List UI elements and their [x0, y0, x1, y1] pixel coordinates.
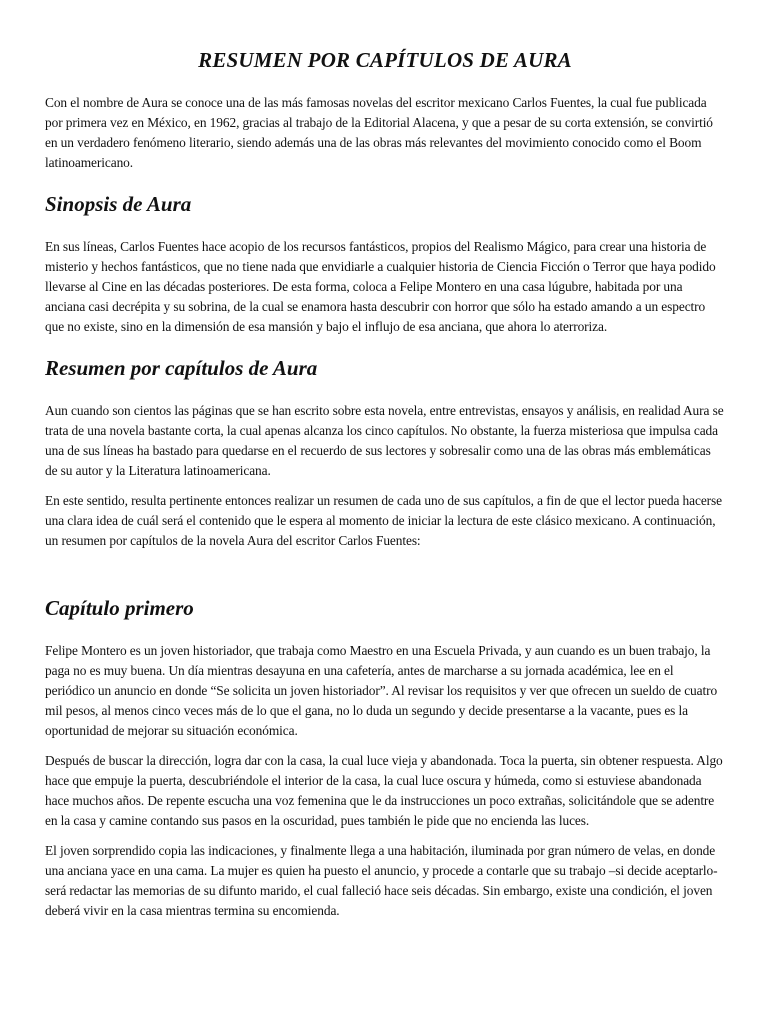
- intro-paragraph: Con el nombre de Aura se conoce una de las más famosas novelas del escritor mexicano Carlos Fuentes, la cual fue publicada por primera vez en México, en 1962, gracias al trabajo de la Editorial Alacena, y que a pesar de su corta extensión, se convirtió en un verdadero fenómeno literario, siendo además una de las obras más relevantes del movimiento conocido como el Boom latinoamericano.: [45, 95, 713, 170]
- document-title: RESUMEN POR CAPÍTULOS DE AURA: [198, 48, 572, 72]
- document-page: [45, 48, 725, 921]
- resumen-paragraph-2: En este sentido, resulta pertinente entonces realizar un resumen de cada uno de sus capítulos, a fin de que el lector pueda hacerse una clara idea de cuál será el contenido que le espera al momento de iniciar la lectura de este clásico mexicano. A continuación, un resumen por capítulos de la novela Aura del escritor Carlos Fuentes:: [45, 493, 722, 548]
- capitulo-paragraph-3: El joven sorprendido copia las indicaciones, y finalmente llega a una habitación, iluminada por gran número de velas, en donde una anciana yace en una cama. La mujer es quien ha puesto el anuncio, y procede a contarle que su trabajo –si decide aceptarlo- será redactar las memorias de su difunto marido, el cual falleció hace seis décadas. Sin embargo, existe una condición, el joven deberá vivir en la casa mientras termina su encomienda.: [45, 843, 718, 918]
- section-heading-capitulo-primero: Capítulo primero: [45, 596, 194, 620]
- section-heading-sinopsis: Sinopsis de Aura: [45, 192, 192, 216]
- section-heading-resumen: Resumen por capítulos de Aura: [45, 356, 318, 380]
- resumen-paragraph-1: Aun cuando son cientos las páginas que se han escrito sobre esta novela, entre entrevistas, ensayos y análisis, en realidad Aura se trata de una novela bastante corta, la cual apenas alcanza los cinco capítulos. No obstante, la fuerza misteriosa que impulsa cada una de sus líneas ha bastado para quedarse en el recuerdo de sus lectores y sobresalir como una de las obras más emblemáticas de su autor y la Literatura latinoamericana.: [45, 403, 724, 478]
- capitulo-paragraph-1: Felipe Montero es un joven historiador, que trabaja como Maestro en una Escuela Privada, y aun cuando es un buen trabajo, la paga no es muy buena. Un día mientras desayuna en una cafetería, antes de marcharse a su jornada académica, lee en el periódico un anuncio en donde “Se solicita un joven historiador”. Al revisar los requisitos y ver que ofrecen un sueldo de cuatro mil pesos, al menos cinco veces más de lo que el gana, no lo duda un segundo y decide presentarse a la vacante, pues es la oportunidad de mejorar su situación económica.: [45, 643, 718, 738]
- sinopsis-paragraph: En sus líneas, Carlos Fuentes hace acopio de los recursos fantásticos, propios del Realismo Mágico, para crear una historia de misterio y hechos fantásticos, que no tiene nada que envidiarle a cualquier historia de Ciencia Ficción o Terror que haya podido llevarse al Cine en las décadas posteriores. De esta forma, coloca a Felipe Montero en una casa lúgubre, habitada por una anciana casi decrépita y su sobrina, de la cual se enamora hasta descubrir con horror que sólo ha estado amando a un espectro que no existe, sino en la dimensión de esa mansión y bajo el influjo de esa anciana, que ahora lo aterroriza.: [45, 239, 716, 334]
- capitulo-paragraph-2: Después de buscar la dirección, logra dar con la casa, la cual luce vieja y abandonada. Toca la puerta, sin obtener respuesta. Algo hace que empuje la puerta, descubriéndole el interior de la casa, la cual luce oscura y húmeda, como si estuviese abandonada hace muchos años. De repente escucha una voz femenina que le da instrucciones un poco extrañas, solicitándole que se adentre en la casa y camine contando sus pasos en la oscuridad, pues también le pide que no encienda las luces.: [45, 753, 723, 828]
